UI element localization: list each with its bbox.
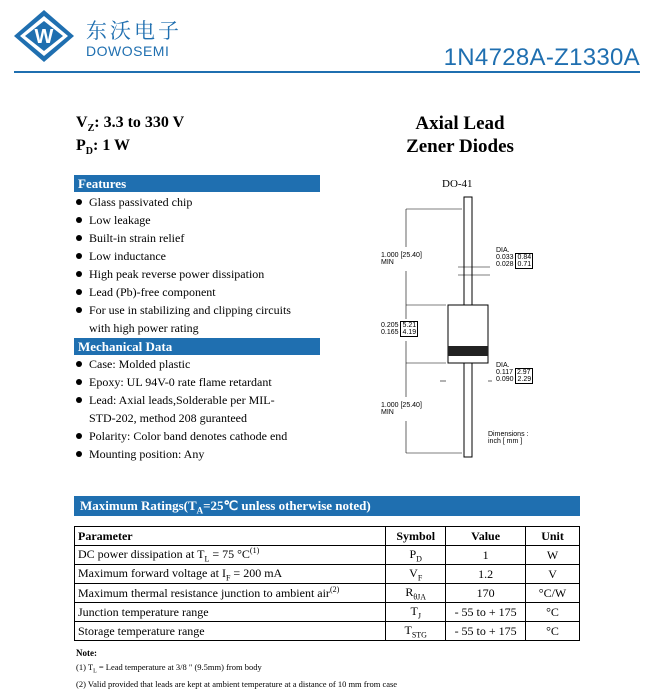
mechanical-heading: Mechanical Data: [74, 338, 320, 355]
list-item: STD-202, method 208 guranteed: [89, 411, 247, 425]
note-1: (1) $T_L$ = Lead temperature at 3/8 " (9.5mm) from body: [76, 662, 262, 675]
bottom-lead-length-dim: 1.000 [25.40] MIN: [381, 402, 422, 416]
unit-cell: °C/W: [526, 584, 580, 603]
bullet-icon: [76, 379, 82, 385]
mechanical-list: [76, 355, 287, 463]
list-item: with high power rating: [89, 321, 199, 335]
list-item: Built-in strain relief: [76, 229, 291, 247]
max-ratings-table: [74, 526, 580, 641]
table-row: [75, 603, 580, 622]
bullet-icon: [76, 235, 82, 241]
features-list: [76, 193, 291, 337]
list-item: Lead (Pb)-free component: [76, 283, 291, 301]
features-heading: Features: [74, 175, 320, 192]
vz-spec: $V_Z$: 3.3 to 330 V: [76, 114, 185, 135]
bullet-icon: [76, 307, 82, 313]
notes-title: Note:: [76, 648, 97, 658]
value-cell: 1: [446, 546, 526, 565]
table-row: [75, 622, 580, 641]
brand-name-en: DOWOSEMI: [86, 43, 170, 59]
part-number: 1N4728A-Z1330A: [443, 44, 640, 71]
bullet-icon: [76, 397, 82, 403]
symbol-cell: $R_{\theta JA}$: [386, 584, 446, 603]
brand-name-cn: 东沃电子: [86, 19, 182, 43]
lead-diameter-dim: DIA. 0.033 0.84 0.028 0.71: [496, 247, 532, 268]
param-cell: DC power dissipation at $T_L = 75$ $^\circ C^{(1)}$: [75, 546, 386, 565]
list-item: Glass passivated chip: [76, 193, 291, 211]
unit-cell: °C: [526, 603, 580, 622]
col-header-unit: Unit: [526, 527, 580, 546]
list-item: Case: Molded plastic: [76, 355, 287, 373]
dowosemi-logo-icon: [14, 10, 74, 62]
value-cell: 1.2: [446, 565, 526, 584]
unit-cell: °C: [526, 622, 580, 641]
param-cell: Maximum forward voltage at $I_F = 200$ mA: [75, 565, 386, 584]
top-lead-length-dim: 1.000 [25.40] MIN: [381, 252, 422, 266]
pd-spec: $P_D$: 1 W: [76, 137, 131, 158]
list-item: Low inductance: [76, 247, 291, 265]
bullet-icon: [76, 217, 82, 223]
table-row: [75, 565, 580, 584]
svg-text:W: W: [34, 26, 54, 48]
symbol-cell: $T_J$: [386, 603, 446, 622]
table-row: [75, 584, 580, 603]
bullet-icon: [76, 253, 82, 259]
param-cell: Storage temperature range: [75, 622, 386, 641]
unit-cell: W: [526, 546, 580, 565]
note-2: (2) Valid provided that leads are kept at ambient temperature at a distance of 10 mm from case: [76, 679, 398, 689]
symbol-cell: $T_{STG}$: [386, 622, 446, 641]
list-item: Lead: Axial leads,Solderable per MIL-: [76, 391, 287, 409]
body-diameter-dim: DIA. 0.117 2.97 0.090 2.29: [496, 362, 532, 383]
value-cell: - 55 to + 175: [446, 622, 526, 641]
value-cell: 170: [446, 584, 526, 603]
col-header-symbol: Symbol: [386, 527, 446, 546]
header-divider: [14, 71, 640, 73]
table-header-row: [75, 527, 580, 546]
max-ratings-heading: Maximum $Ratings(T_A=25℃$ unless otherwise noted): [74, 496, 580, 516]
product-title: Axial Lead Zener Diodes: [406, 113, 514, 157]
list-item: Polarity: Color band denotes cathode end: [76, 427, 287, 445]
symbol-cell: $P_D$: [386, 546, 446, 565]
param-cell: Junction temperature range: [75, 603, 386, 622]
package-name: DO-41: [442, 178, 473, 190]
list-item: Mounting position: Any: [76, 445, 287, 463]
col-header-value: Value: [446, 527, 526, 546]
list-item: High peak reverse power dissipation: [76, 265, 291, 283]
table-row: [75, 546, 580, 565]
unit-cell: V: [526, 565, 580, 584]
list-item: Low leakage: [76, 211, 291, 229]
bullet-icon: [76, 433, 82, 439]
bullet-icon: [76, 289, 82, 295]
bullet-icon: [76, 361, 82, 367]
param-cell: Maximum thermal resistance junction to ambient air$^{(2)}$: [75, 584, 386, 603]
body-length-dim: 0.205 5.21 0.165 4.19: [381, 322, 417, 336]
list-item: Epoxy: UL 94V-0 rate flame retardant: [76, 373, 287, 391]
col-header-parameter: Parameter: [75, 527, 386, 546]
list-item: For use in stabilizing and clipping circuits: [76, 301, 291, 319]
symbol-cell: $V_F$: [386, 565, 446, 584]
dimension-units: Dimensions : inch [ mm ]: [488, 431, 529, 445]
bullet-icon: [76, 271, 82, 277]
bullet-icon: [76, 199, 82, 205]
bullet-icon: [76, 451, 82, 457]
value-cell: - 55 to + 175: [446, 603, 526, 622]
